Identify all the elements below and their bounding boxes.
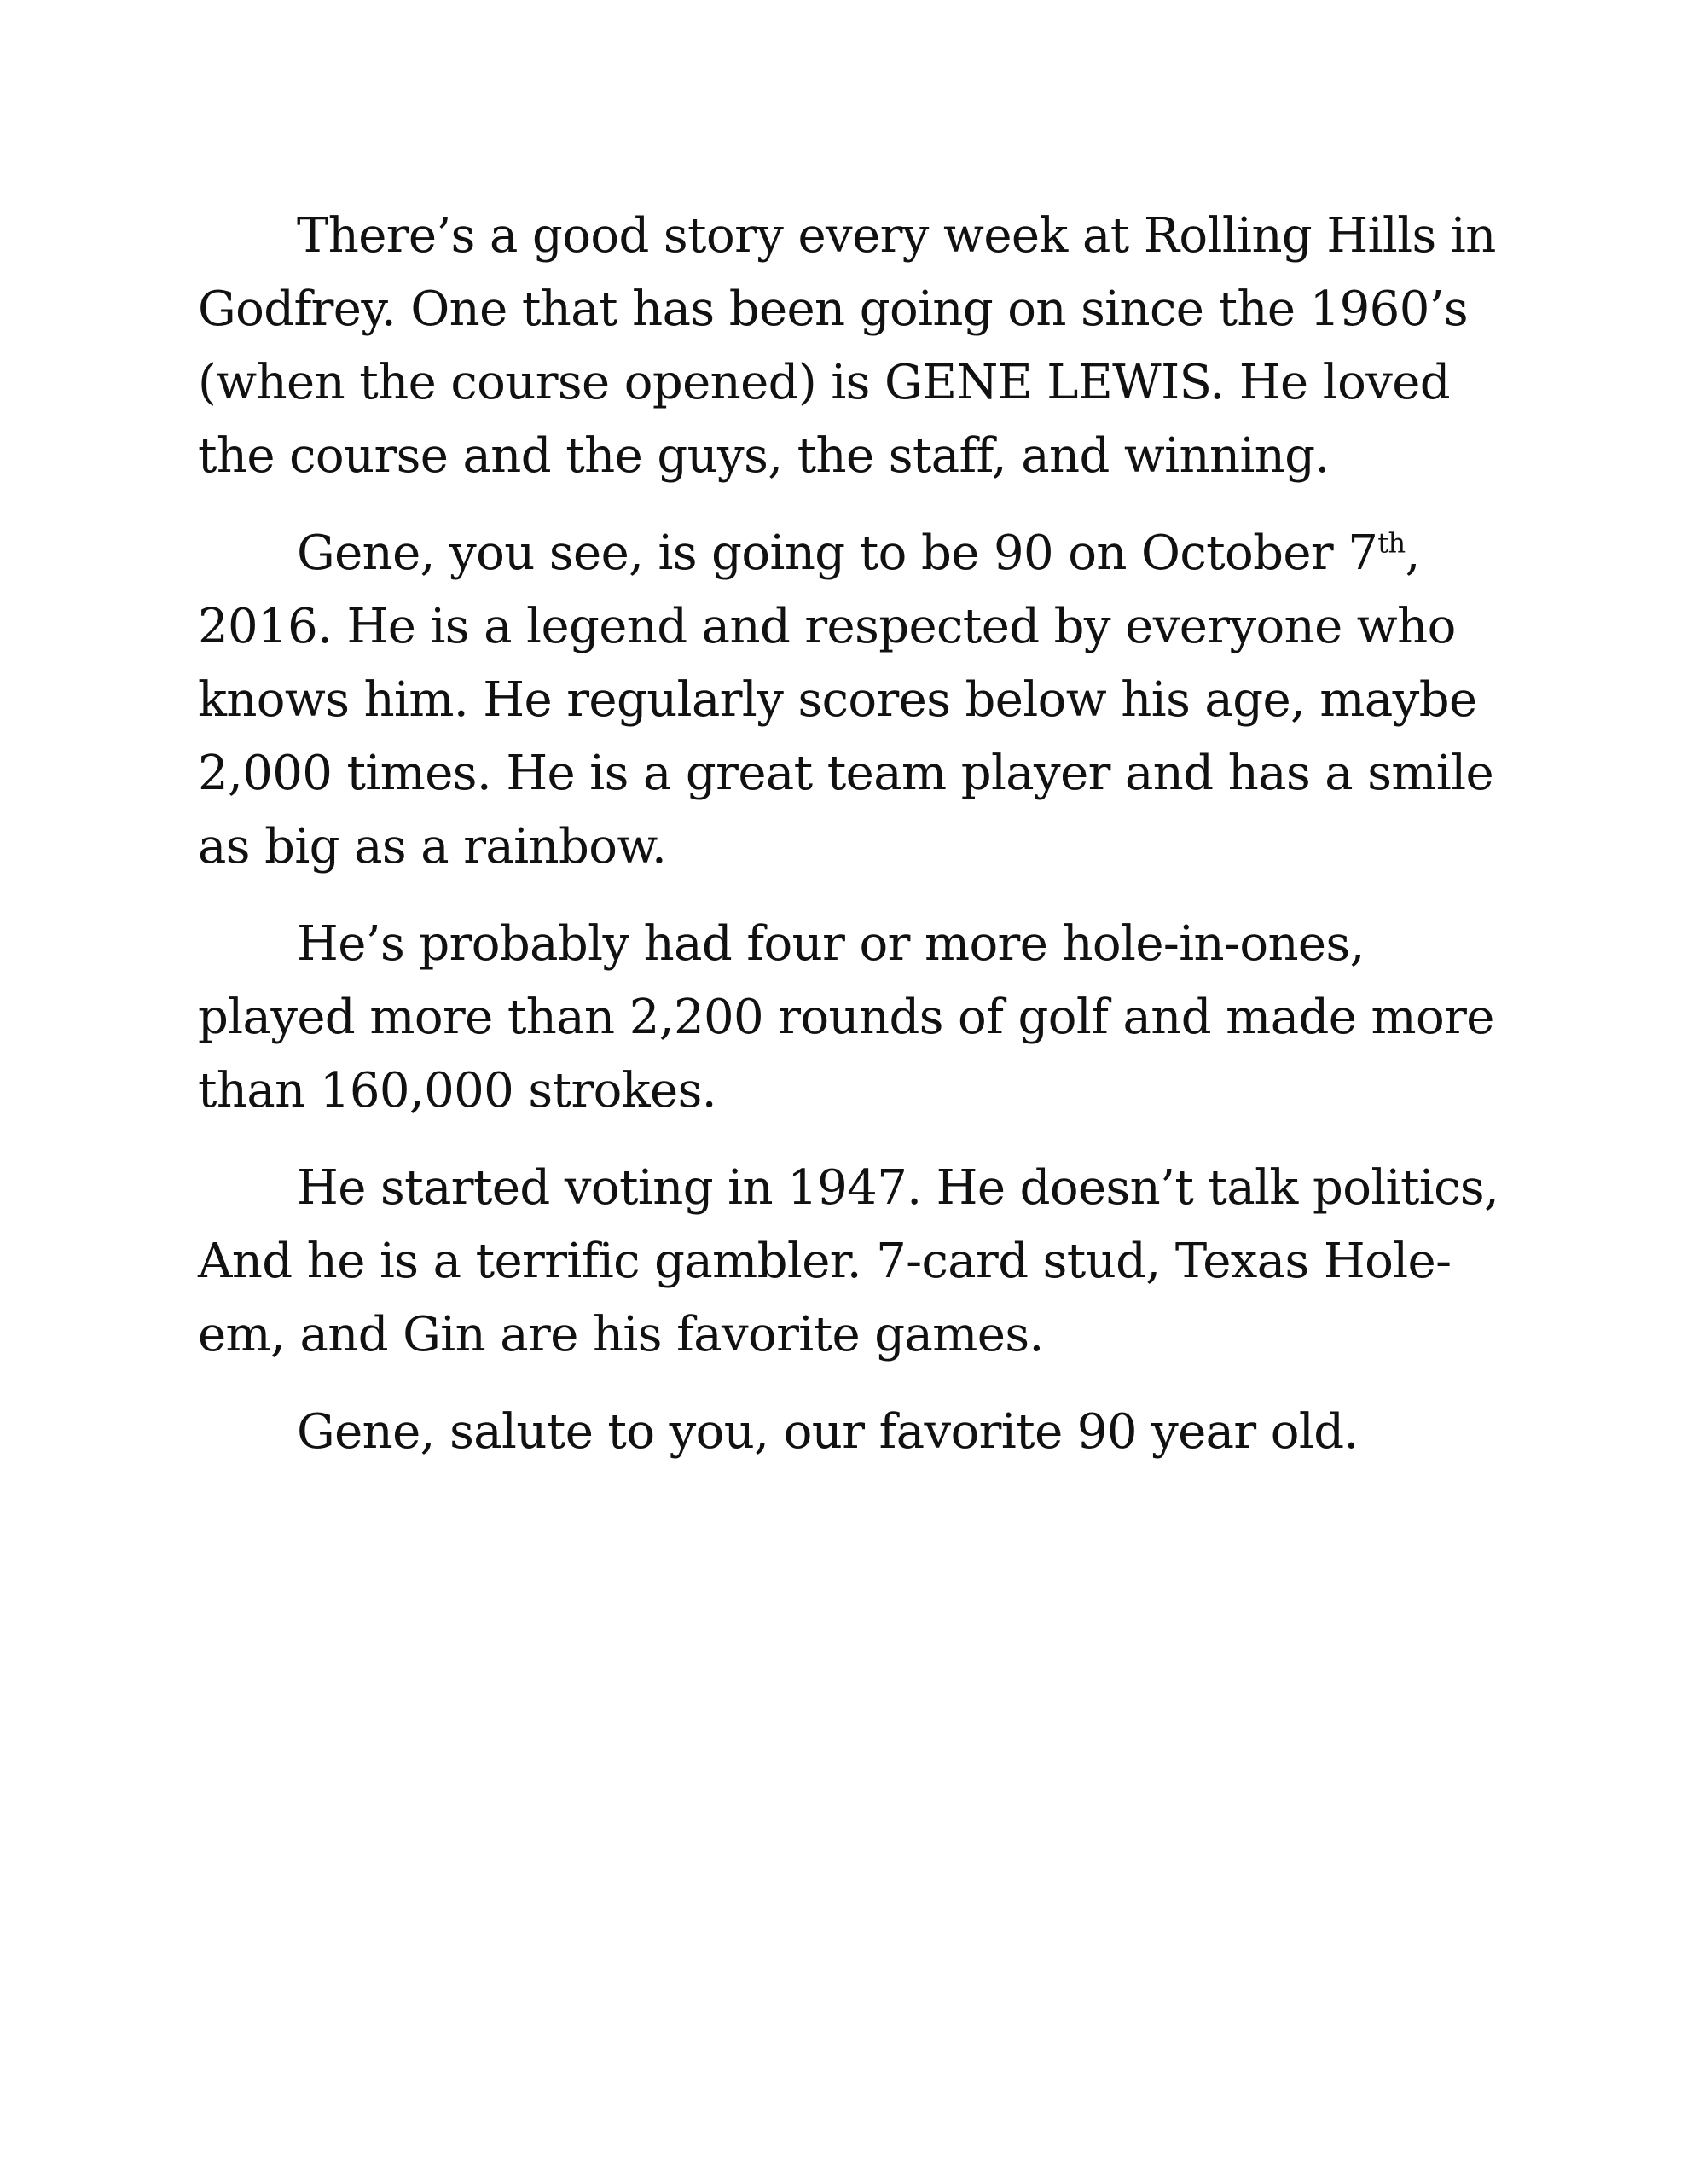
paragraph-3-line-3: than 160,000 strokes. bbox=[198, 1063, 716, 1118]
paragraph-1-line-1: There’s a good story every week at Rolling Hills in bbox=[297, 208, 1496, 264]
paragraph-2-line-5: as big as a rainbow. bbox=[198, 819, 667, 874]
paragraph-1-line-2: Godfrey. One that has been going on since the 1960’s bbox=[198, 282, 1469, 337]
paragraph-2-line-2: 2016. He is a legend and respected by everyone who bbox=[198, 599, 1456, 654]
paragraph-1 bbox=[198, 200, 1494, 493]
ordinal-suffix: th bbox=[1377, 526, 1406, 560]
paragraph-2-line-1 bbox=[198, 517, 1494, 590]
paragraph-5 bbox=[198, 1396, 1494, 1469]
paragraph-4-line-3: em, and Gin are his favorite games. bbox=[198, 1307, 1044, 1362]
paragraph-1-line-3: (when the course opened) is GENE LEWIS. He loved bbox=[198, 355, 1451, 410]
paragraph-4-line-2: And he is a terrific gambler. 7-card stud, Texas Hole- bbox=[198, 1234, 1452, 1289]
paragraph-4 bbox=[198, 1152, 1499, 1372]
document-body bbox=[198, 200, 1499, 1493]
paragraph-1-line-4: the course and the guys, the staff, and winning. bbox=[198, 428, 1330, 484]
paragraph-2 bbox=[198, 517, 1494, 884]
paragraph-4-line-1: He started voting in 1947. He doesn’t talk politics, bbox=[297, 1160, 1499, 1216]
paragraph-2-line-1-text: Gene, you see, is going to be 90 on October 7 bbox=[297, 526, 1378, 581]
paragraph-3-line-1: He’s probably had four or more hole-in-ones, bbox=[297, 916, 1365, 972]
paragraph-3 bbox=[198, 908, 1494, 1128]
paragraph-2-line-1-comma: , bbox=[1405, 526, 1420, 581]
paragraph-2-line-4: 2,000 times. He is a great team player and has a smile bbox=[198, 746, 1494, 801]
paragraph-5-line-1: Gene, salute to you, our favorite 90 year old. bbox=[297, 1404, 1359, 1460]
paragraph-3-line-2: played more than 2,200 rounds of golf and made more bbox=[198, 990, 1494, 1045]
paragraph-2-line-3: knows him. He regularly scores below his age, maybe bbox=[198, 672, 1477, 728]
